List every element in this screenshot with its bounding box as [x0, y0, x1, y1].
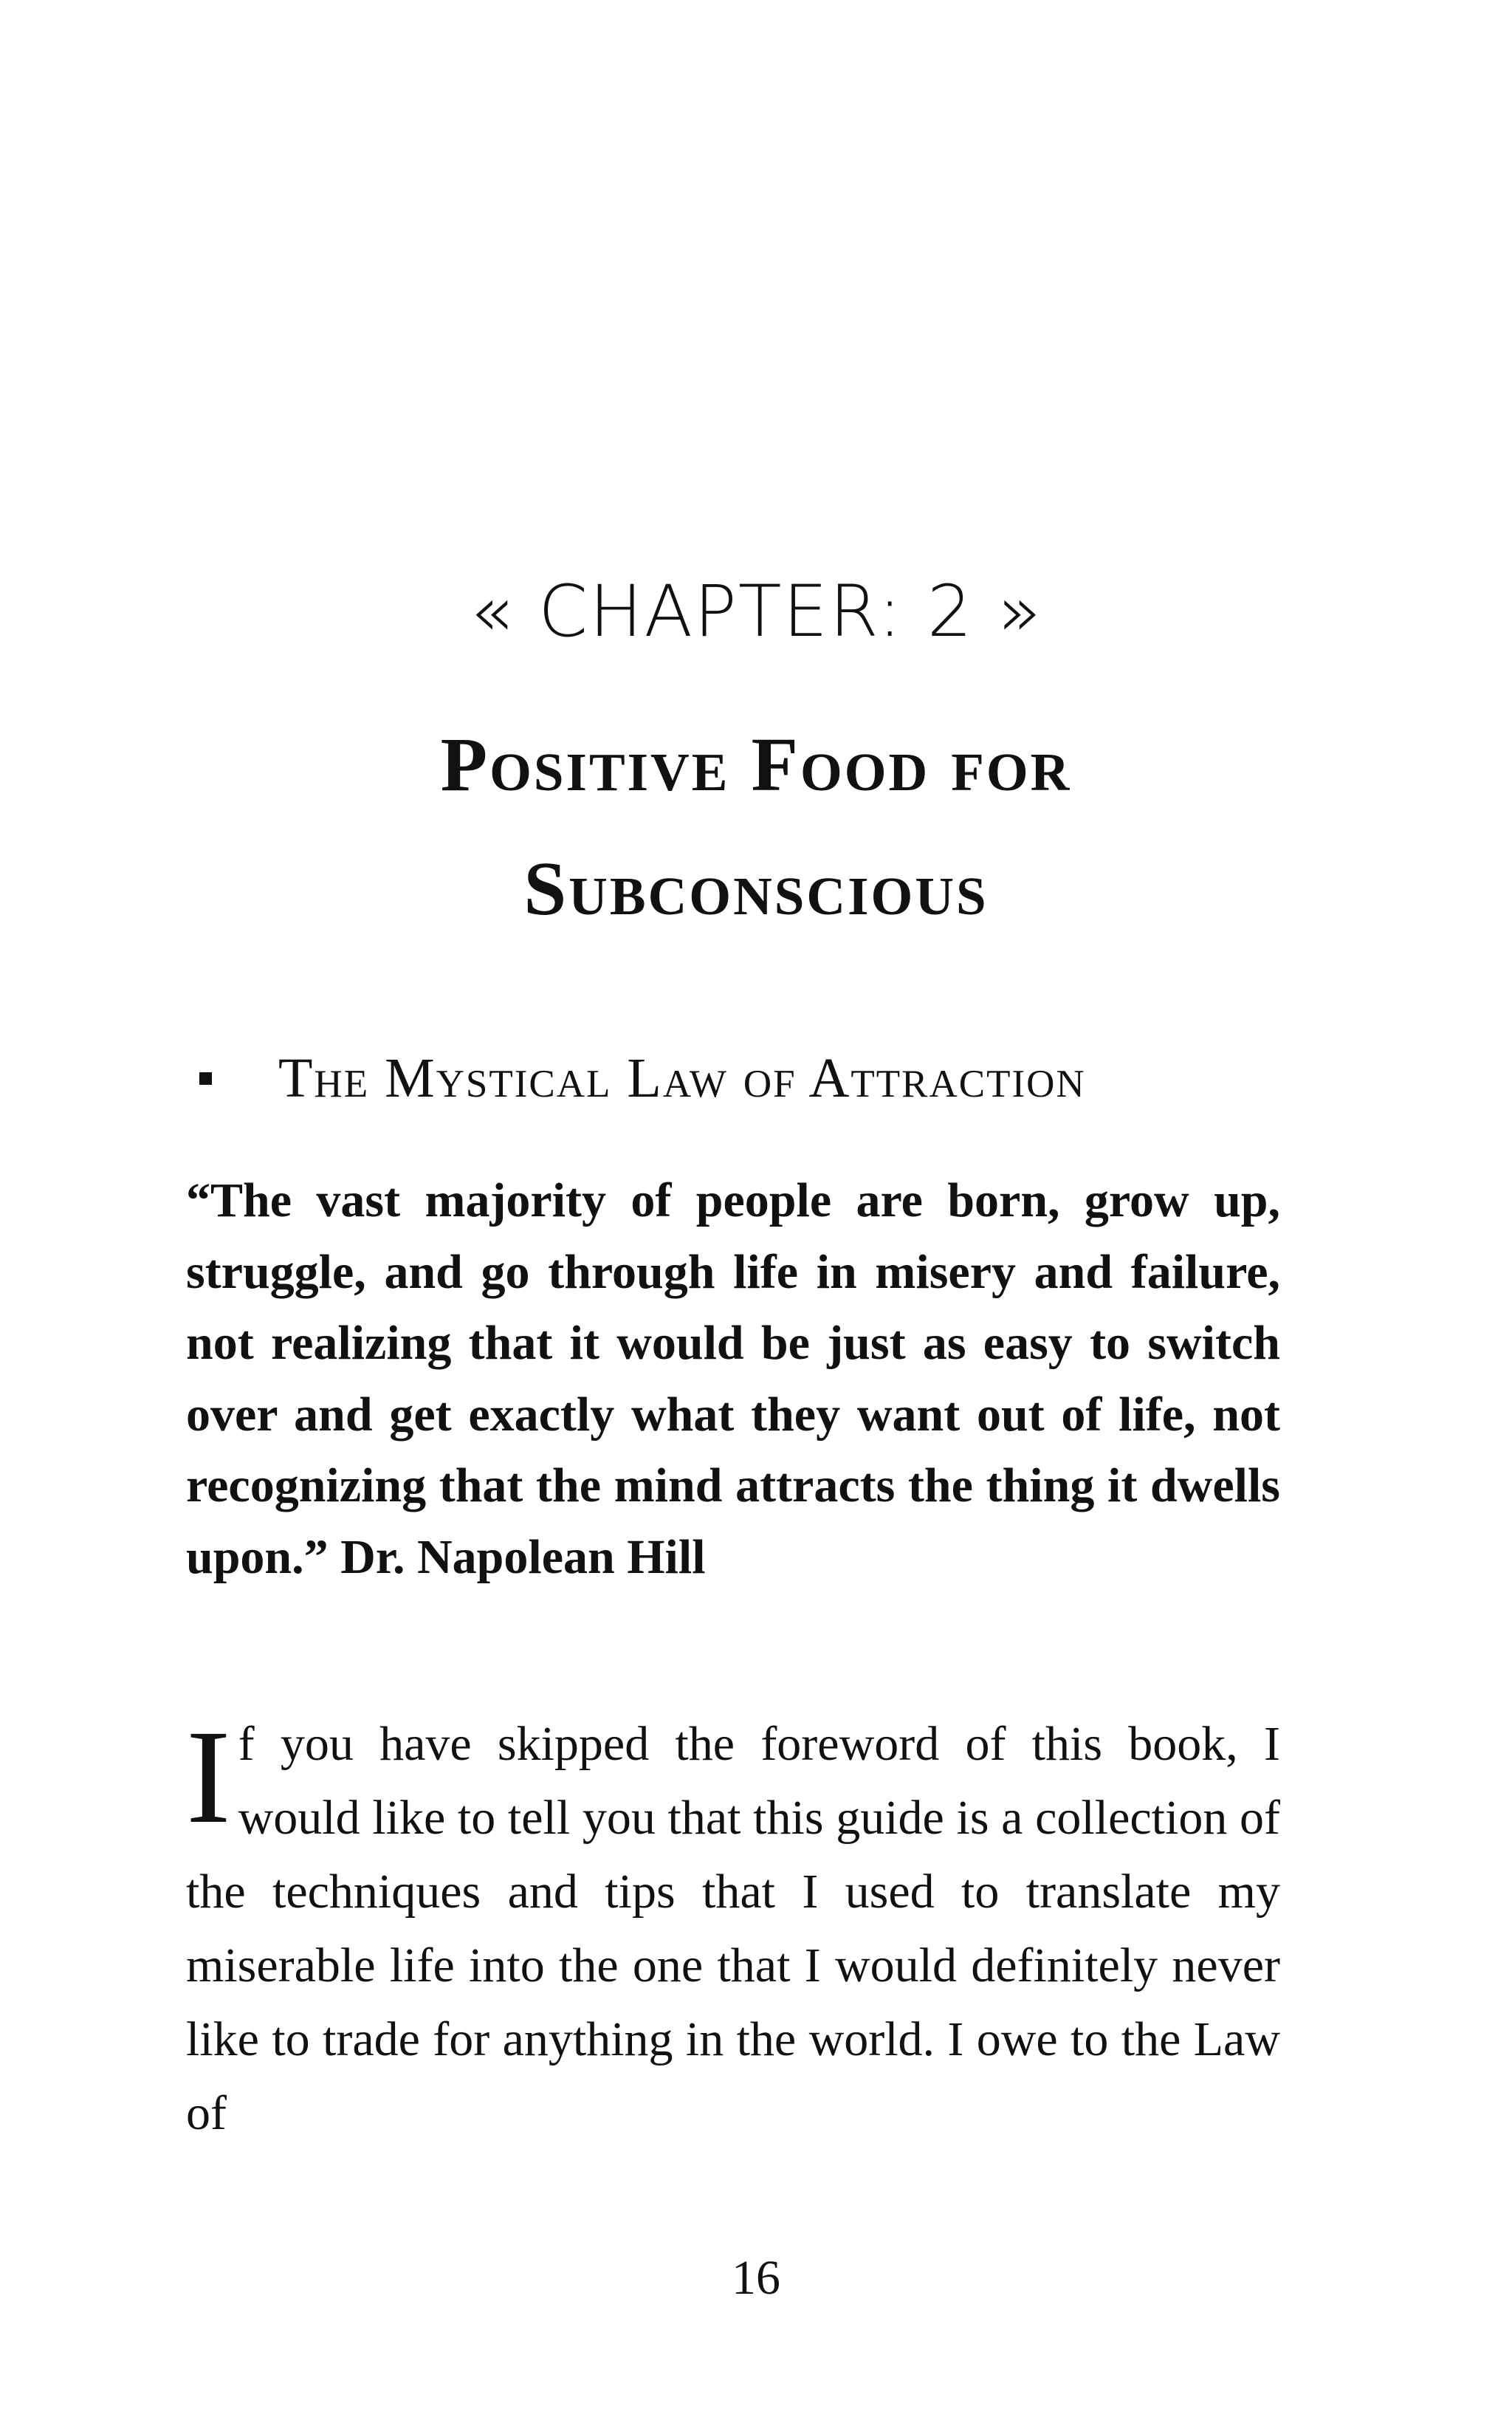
- chapter-title: [0, 703, 1512, 951]
- section-heading: [199, 1047, 1277, 1109]
- chapter-title-line-2: Subconscious: [523, 846, 989, 931]
- page-number: 16: [732, 2251, 780, 2305]
- chapter-title-line-1: Positive Food for: [440, 722, 1072, 807]
- drop-cap: I: [186, 1703, 231, 1851]
- section-heading-text: The Mystical Law of Attraction: [278, 1047, 1086, 1109]
- square-bullet-icon: [199, 1072, 212, 1085]
- body-paragraph-text: f you have skipped the foreword of this book, I would like to tell you that this guide is a collection of the techniques and tips that I used to translate my miserable life into the one that I would definitely never like to trade for anything in the world. I owe to the Law of: [186, 1717, 1280, 2140]
- chapter-label: « CHAPTER: 2 »: [469, 570, 1043, 653]
- body-paragraph: [186, 1703, 1280, 2150]
- quote-paragraph: “The vast majority of people are born, grow up, struggle, and go through life in misery and failure, not realizing that it would be just as easy to switch over and get exactly what they want out of life, not recognizing that the mind attracts the thing it dwells upon.” Dr. Napolean Hill: [186, 1173, 1280, 1584]
